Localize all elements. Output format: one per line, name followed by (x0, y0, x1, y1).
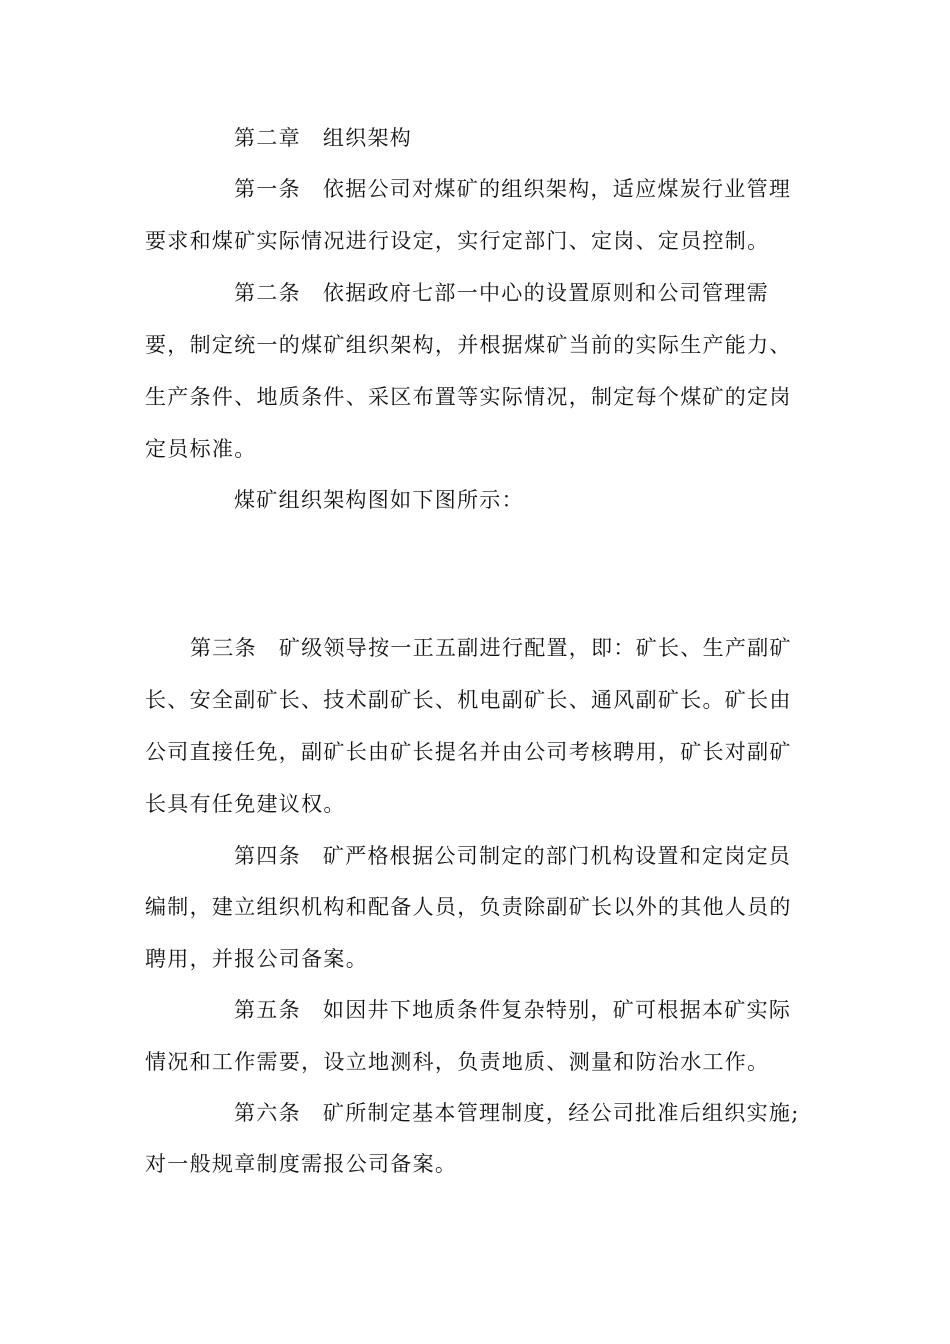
article-1-number: 第一条 (234, 177, 301, 201)
figure-caption: 煤矿组织架构图如下图所示： (234, 488, 524, 512)
article-1-line-1 (234, 175, 791, 203)
article-5-line-2: 情况和工作需要，设立地测科，负责地质、测量和防治水工作。 (145, 1050, 770, 1074)
article-1-line-2: 要求和煤矿实际情况进行设定，实行定部门、定岗、定员控制。 (145, 229, 770, 253)
article-3-text-1: 矿级领导按一正五副进行配置，即：矿长、生产副矿 (278, 636, 792, 660)
article-4-line-3: 聘用，并报公司备案。 (145, 947, 368, 971)
article-2-text-1: 依据政府七部一中心的设置原则和公司管理需 (322, 281, 769, 305)
article-4-text-1: 矿严格根据公司制定的部门机构设置和定岗定员 (322, 844, 792, 868)
article-5-line-1 (234, 996, 791, 1024)
article-1-text-1: 依据公司对煤矿的组织架构，适应煤炭行业管理 (322, 177, 792, 201)
article-3-line-4: 长具有任免建议权。 (145, 792, 346, 816)
article-6-line-2: 对一般规章制度需报公司备案。 (145, 1152, 458, 1176)
article-4-number: 第四条 (234, 844, 301, 868)
article-4-line-2: 编制，建立组织机构和配备人员，负责除副矿长以外的其他人员的 (145, 895, 792, 919)
article-6-text-1: 矿所制定基本管理制度，经公司批准后组织实施; (322, 1101, 800, 1125)
article-2-number: 第二条 (234, 281, 301, 305)
article-3-line-1 (190, 634, 792, 662)
article-4-line-1 (234, 842, 791, 870)
article-6-number: 第六条 (234, 1101, 301, 1125)
chapter-heading (234, 124, 412, 152)
article-2-line-4: 定员标准。 (145, 437, 257, 461)
chapter-title: 组织架构 (322, 126, 413, 150)
article-3-line-3: 公司直接任免，副矿长由矿长提名并由公司考核聘用，矿长对副矿 (145, 740, 792, 764)
article-2-line-3: 生产条件、地质条件、采区布置等实际情况，制定每个煤矿的定岗 (145, 385, 792, 409)
article-3-line-2: 长、安全副矿长、技术副矿长、机电副矿长、通风副矿长。矿长由 (145, 688, 792, 712)
article-6-line-1 (234, 1099, 800, 1127)
article-5-text-1: 如因井下地质条件复杂特别，矿可根据本矿实际 (322, 998, 792, 1022)
article-2-line-1 (234, 279, 769, 307)
article-5-number: 第五条 (234, 998, 301, 1022)
chapter-number: 第二章 (234, 126, 301, 150)
article-2-line-2: 要，制定统一的煤矿组织架构，并根据煤矿当前的实际生产能力、 (145, 333, 792, 357)
article-3-number: 第三条 (190, 636, 257, 660)
